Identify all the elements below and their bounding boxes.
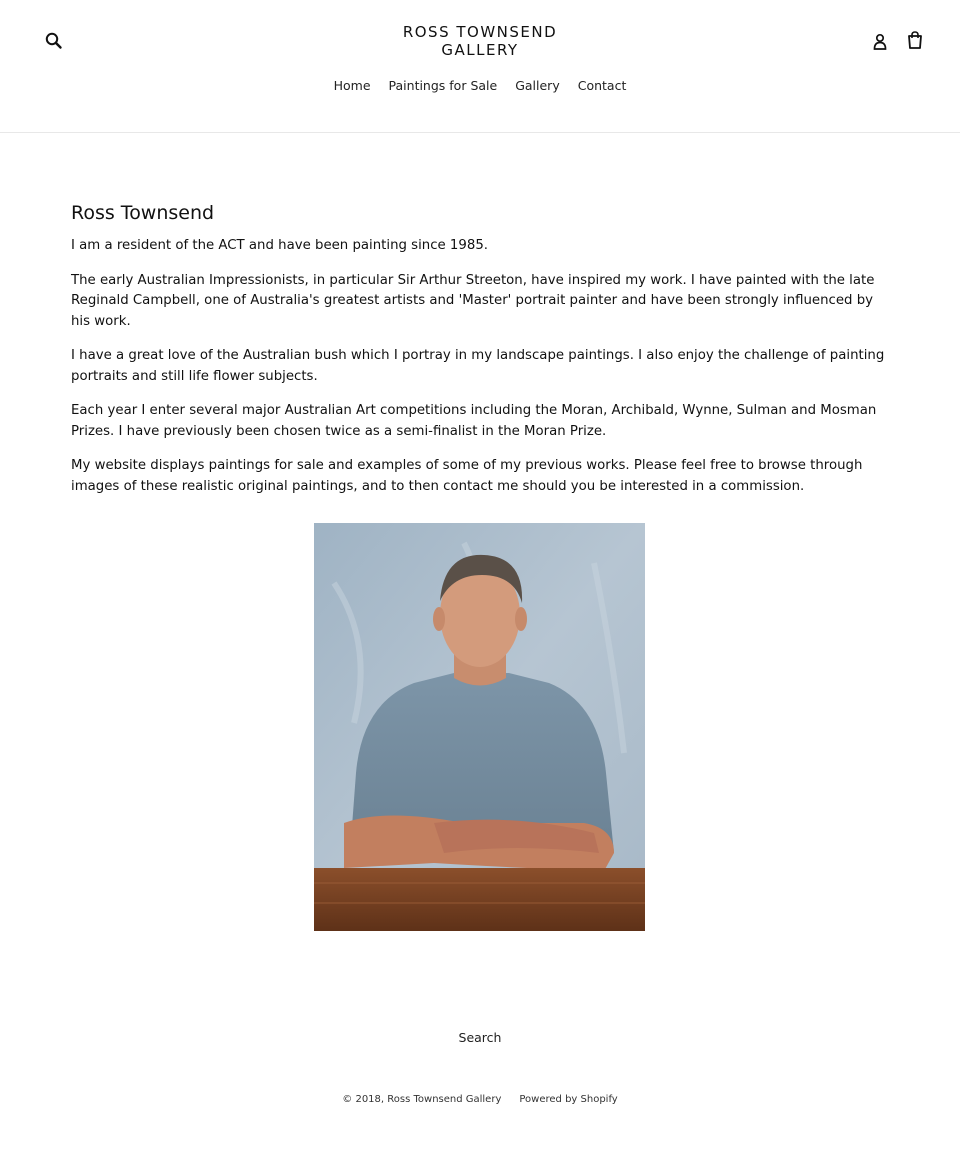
- nav-item-gallery[interactable]: Gallery: [515, 78, 560, 93]
- bio-paragraph: The early Australian Impressionists, in particular Sir Arthur Streeton, have inspired my work. I have painted with the late Reginald Campbell, one of Australia's greatest artists and 'Master' portrait painter and have been strongly influenced by his work.: [71, 272, 875, 329]
- logo-line-1: ROSS TOWNSEND: [402, 23, 558, 41]
- page-content: [71, 200, 891, 511]
- site-header: [0, 0, 960, 133]
- bio-paragraph: My website displays paintings for sale and examples of some of my previous works. Please feel free to browse through images of these realistic original paintings, and to then contact me should you be interested in a commission.: [71, 458, 863, 494]
- main-navigation: [0, 77, 960, 95]
- account-icon[interactable]: [871, 31, 889, 51]
- powered-by-shopify-link[interactable]: Powered by Shopify: [519, 1094, 618, 1105]
- footer-search: [0, 1030, 960, 1045]
- page-title: Ross Townsend: [71, 202, 215, 224]
- logo-line-2: GALLERY: [441, 41, 519, 59]
- cart-icon[interactable]: [905, 30, 925, 50]
- bio-paragraph: Each year I enter several major Australian Art competitions including the Moran, Archibald, Wynne, Sulman and Mosman Prizes. I have previously been chosen twice as a semi-finalist in the Moran Prize.: [71, 403, 877, 439]
- nav-item-contact[interactable]: Contact: [577, 78, 627, 93]
- site-logo[interactable]: [380, 23, 580, 59]
- bio-paragraph: I have a great love of the Australian bush which I portray in my landscape paintings. I also enjoy the challenge of painting portraits and still life flower subjects.: [71, 348, 885, 384]
- artist-portrait-photo: [314, 523, 645, 931]
- footer-search-link[interactable]: Search: [458, 1030, 502, 1045]
- bio-paragraph: I am a resident of the ACT and have been painting since 1985.: [71, 238, 489, 253]
- footer-bottom: [0, 1094, 960, 1105]
- search-icon[interactable]: [44, 31, 64, 51]
- nav-item-home[interactable]: Home: [333, 78, 371, 93]
- nav-item-paintings-for-sale[interactable]: Paintings for Sale: [388, 78, 498, 93]
- copyright-text: © 2018, Ross Townsend Gallery: [342, 1094, 502, 1105]
